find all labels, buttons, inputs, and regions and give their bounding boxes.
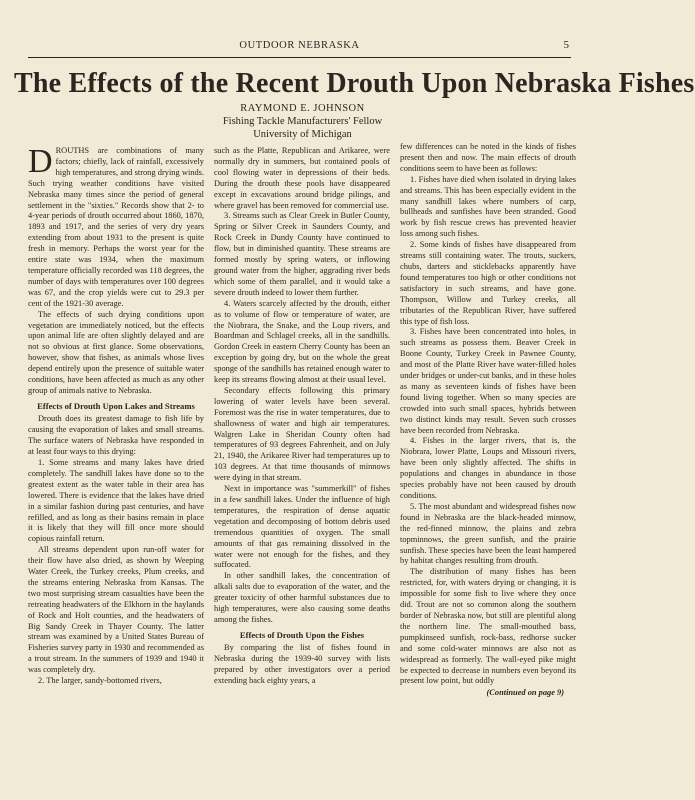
paragraph: 1. Some streams and many lakes have dried completely. The sandhill lakes have done so to the greatest extent as the water table in their area has lowered. There is evidence that the lakes have dried in a similar fashion during past centuries, and have refilled, and as long as their basins remain in place it is likely that they will fill once more should copious rainfall return. bbox=[28, 457, 204, 544]
paragraph: 1. Fishes have died when isolated in drying lakes and streams. This has been especially evident in the many sandhill lakes where numbers of carp, bullheads and sunfishes have been stranded. Good work by fish rescue crews has prevented heavier loss among such fishes. bbox=[400, 174, 576, 239]
paragraph: In other sandhill lakes, the concentration of alkali salts due to evaporation of the water, and the greater toxicity of other harmful substances due to high temperatures, were also causing some deaths among the fishes. bbox=[214, 571, 390, 624]
paragraph: 3. Streams such as Clear Creek in Butler County, Spring or Silver Creek in Saunders County, and Rock Creek in Dundy County have continued to flow, but in diminished quantity. These streams are formed mostly by spring waters, or inflowing ground water from the higher, aggrading river beds which some of them parallel, and it would take a severe drouth indeed to lower them further. bbox=[214, 211, 390, 297]
column-2 bbox=[214, 146, 390, 786]
paragraph: 2. The larger, sandy-bottomed rivers, bbox=[38, 676, 162, 686]
page-number: 5 bbox=[563, 39, 569, 51]
paragraph: The effects of such drying conditions upon vegetation are immediately noticed, but the effects upon animal life are often slightly delayed and are not so obvious at first glance. Some observations, however, show that fishes, as animals whose lives depend entirely upon the presence of suitable water conditions, have been affected as much as any other group of animals native to Nebraska. bbox=[28, 309, 204, 395]
column-3 bbox=[400, 142, 576, 782]
paragraph: All streams dependent upon run-off water for their flow have also dried, as shown by Weeping Water Creek, the Turkey creeks, Plum creeks, and the streams entering Nebraska from Kansas. The two most surprising stream casualties have been the retreating headwaters of the Elkhorn in the haylands of Rock and Holt counties, and the headwaters of Big Sandy Creek in Thayer County. The latter stream was examined by a United States Bureau of Fisheries survey party in 1930 and recommended as a trout stream. In the summers of 1939 and 1940 it was completely dry. bbox=[28, 545, 204, 675]
paragraph: The distribution of many fishes has been restricted, for, with waters drying or changing, it is impossible for some fish to live where they once did. Trout are not so common along the southern border of Nebraska now, but still are plentiful along the northern line. The small-mouthed bass, pumpkinseed sunfish, rock-bass, redhorse sucker and some cold-water minnows are also not as widespread as formerly. The wall-eyed pike might be expected to decrease in numbers even beyond its present low point, but oddly bbox=[400, 567, 576, 686]
continued-note: (Continued on page 9) bbox=[486, 688, 564, 698]
paragraph: 3. Fishes have been concentrated into holes, in such streams as possess them. Beaver Creek in Boone County, Turkey Creek in Pawnee County, and most of the Platte River have water-filled holes under bridges or under-cut banks, and in these holes as many as seventeen kinds of fishes have been found living together. When so many species are crowded into such small spaces, hybrids between two distinct kinds may result. Seven such crosses have been recorded from Nebraska. bbox=[400, 327, 576, 435]
paragraph: Secondary effects following this primary lowering of water levels have been several. Foremost was the rise in water temperatures, due to shallowness of water and high air temperatures. Walgren Lake in Sheridan County often had temperatures of 93 degrees Fahrenheit, and on July 21, 1940, the Arikaree River had temperatures up to 103 degrees. At that time thousands of minnows were dying in that stream. bbox=[214, 385, 390, 483]
author-affiliation: University of Michigan bbox=[253, 129, 352, 140]
magazine-name: OUTDOOR NEBRASKA bbox=[239, 40, 360, 51]
paragraph: Drouth does its greatest damage to fish life by causing the evaporation of lakes and small streams. The surface waters of Nebraska have responded in at least four ways to this drying: bbox=[28, 414, 204, 457]
paragraph: 5. The most abundant and widespread fishes now found in Nebraska are the black-headed minnow, the red-finned minnow, the plains and zebra topminnows, the green sunfish, and the prairie sunfish. These species have been the least hampered by habitat changes resulting from drouth. bbox=[400, 501, 576, 566]
paragraph: Next in importance was "summerkill" of fishes in a few sandhill lakes. Under the influence of high temperatures, the respiration of dense aquatic vegetation and decomposing of bottom debris used tremendous quantities of oxygen. The small amounts of that gas remaining dissolved in the water were not enough for the fishes, and they suffocated. bbox=[214, 484, 390, 570]
paragraph: few differences can be noted in the kinds of fishes present then and now. The main effects of drouth conditions seem to have been as follows: bbox=[400, 142, 576, 173]
section-heading: Effects of Drouth Upon the Fishes bbox=[239, 629, 365, 640]
drop-cap: D bbox=[28, 143, 53, 180]
paragraph: such as the Platte, Republican and Arikaree, were normally dry in summers, but contained pools of cool flowing water in depressions of their beds. During the drouth these pools have disappeared except in excavations around bridge pilings, and where gravel has been removed for commercial use. bbox=[214, 146, 390, 210]
paragraph: 2. Some kinds of fishes have disappeared from streams still containing water. The trouts, suckers, chubs, darters and sticklebacks apparently have found temperatures too high or other conditions not satisfactory in such streams, and have gone. Thompson, Willow and Turkey creeks, all tributaries of the Republican River, have suffered this type of fish loss. bbox=[400, 240, 576, 326]
paragraph: 4. Fishes in the larger rivers, that is, the Niobrara, lower Platte, Loups and Missouri rivers, have been only slightly affected. The shifts in populations and changes in abundance in those species probably have not been caused by drouth conditions. bbox=[400, 436, 576, 500]
author-name: RAYMOND E. JOHNSON bbox=[240, 103, 365, 114]
byline bbox=[0, 102, 605, 141]
article-body bbox=[28, 142, 576, 786]
section-heading: Effects of Drouth Upon Lakes and Streams bbox=[37, 400, 195, 411]
paragraph: 4. Waters scarcely affected by the drouth, either as to volume of flow or temperature of water, are the Niobrara, the Snake, and the Loup rivers, and Boardman and Schlagel creeks, all in the sandhills. Gordon Creek in eastern Cherry County has been an exception by going dry, but on the whole the great sponge of the sandhills has retained enough water to keep its streams flowing almost at their usual level. bbox=[214, 298, 390, 385]
paragraph: DROUTHS are combinations of many factors; chiefly, lack of rainfall, excessively high temperatures, and strong drying winds. Such trying weather conditions have visited Nebraska many times since the period of general settlement in the "sixties." Records show that 2- to 4-year periods of drouth occurred about 1860, 1870, 1893 and 1917, and the series of very dry years extending from about 1931 to the present is quite fresh in memory. Perhaps the worst year for the entire state was 1934, when the maximum temperature officially recorded was 118 degrees, the number of days with temperatures over 100 degrees was 67, and the crop yields were cut to 29.3 per cent of the 1921-30 average. bbox=[28, 143, 204, 308]
running-header bbox=[28, 37, 571, 58]
article-title: The Effects of the Recent Drouth Upon Nebraska Fishes bbox=[14, 68, 695, 99]
column-1 bbox=[28, 143, 204, 786]
author-position: Fishing Tackle Manufacturers' Fellow bbox=[222, 116, 383, 127]
paragraph: By comparing the list of fishes found in Nebraska during the 1939-40 survey with lists prepared by other investigators over a period extending back eighty years, a bbox=[214, 643, 390, 686]
